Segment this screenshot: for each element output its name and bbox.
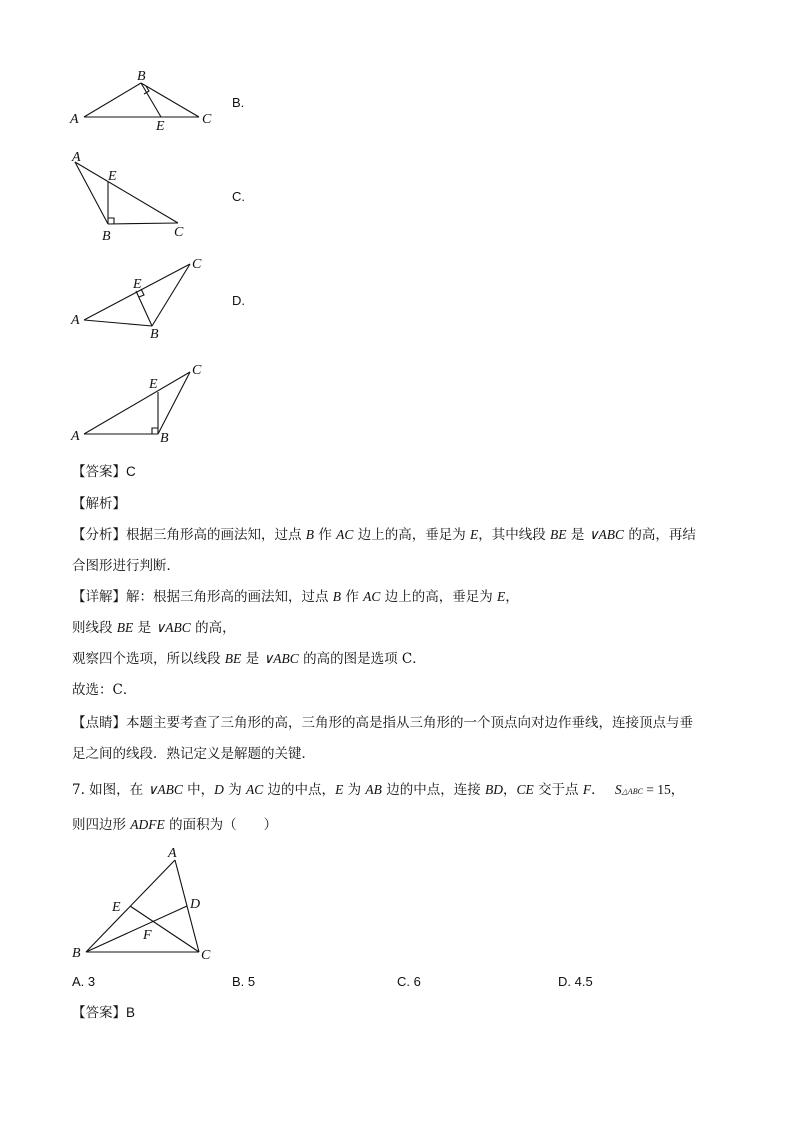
svg-text:D: D [190,897,201,912]
choice-a: A. 3 [72,974,96,989]
math-symbol: CE [516,782,534,797]
math-symbol: BE [116,620,134,635]
math-symbol: D [214,782,224,797]
text: 交于点 [533,782,583,798]
text: 边上的高，垂足为 [380,589,497,605]
figure-option-c [66,148,226,242]
svg-text:A: A [71,313,80,328]
text: ， [670,782,685,798]
choice-c: C. 6 [397,974,421,989]
svg-text:B: B [102,229,111,244]
text: 观察四个选项，所以线段 [72,651,225,667]
q6-analysis-tag: 【解析】 [72,496,126,512]
q6-fenxi-line-2: 合图形进行判断． [72,558,180,574]
text: 边的中点，连接 [381,782,485,798]
text: 的高，再结 [624,527,696,543]
figure-option-b [66,66,226,136]
math-symbol: ADFE [130,817,165,832]
text: 的高的图是选项 C． [298,651,426,667]
math-symbol: ∨ABC [147,782,183,797]
choice-b: B. 5 [232,974,256,989]
svg-text:B: B [160,431,169,446]
math-symbol: B [332,589,342,604]
figure-option-d [66,254,226,344]
text: 是 [566,527,589,543]
text: 7. 如图，在 [72,782,148,798]
math-subscript: △ABC [621,787,643,796]
text: ， [505,589,519,605]
dianjing-tag: 【点睛】 [72,715,126,731]
svg-text:C: C [201,948,211,963]
text: 为 [343,782,366,798]
math-symbol: B [305,527,315,542]
q6-xiangjie-line-4: 故选：C． [72,682,137,698]
text: 作 [314,527,337,543]
math-symbol: E [497,589,506,604]
q6-xiangjie-line-3 [72,649,426,669]
text: 为 [223,782,246,798]
text: 则线段 [72,620,117,636]
q6-xiangjie-line-2 [72,618,236,638]
option-b-label: B. [232,95,245,110]
svg-text:A: A [71,429,80,444]
math-symbol: ∨ABC [155,620,191,635]
q7-stem-line-2 [72,815,277,835]
xiangjie-tag: 【详解】 [72,589,126,605]
svg-text:E: E [156,119,165,134]
q7-stem-line-1 [72,780,684,802]
svg-text:E: E [133,277,142,292]
text: 的面积为（ ） [164,817,278,833]
svg-text:B: B [72,946,81,961]
text: 解：根据三角形高的画法知，过点 [126,589,333,605]
math-symbol: E [470,527,479,542]
math-symbol: AC [336,527,354,542]
text: ． [591,782,605,798]
q6-xiangjie-line-1 [72,587,519,607]
math-symbol: AB [365,782,382,797]
svg-text:A: A [72,150,81,165]
svg-text:E: E [108,169,117,184]
text: 中， [182,782,215,798]
q6-answer-line [72,462,136,482]
answer-value: C [126,464,136,479]
q7-answer-line [72,1003,135,1023]
figure-option-e [66,356,226,448]
answer-tag: 【答案】 [72,1005,126,1021]
svg-text:C: C [192,363,202,378]
svg-text:A: A [168,846,177,861]
svg-text:B: B [137,69,146,84]
area-expression [615,782,671,798]
text: 是 [241,651,264,667]
text: 边上的高，垂足为 [353,527,470,543]
option-c-label: C. [232,189,245,204]
math-symbol: ∨ABC [263,651,299,666]
answer-value: B [126,1005,136,1020]
figure-q7 [66,842,226,964]
svg-text:F: F [143,928,152,943]
math-symbol: BD [485,782,503,797]
q6-dianjing-line-2: 足之间的线段．熟记定义是解题的关键． [72,746,315,762]
math-symbol: AC [363,589,381,604]
svg-text:C: C [174,225,184,240]
math-symbol: E [335,782,344,797]
text: ，其中线段 [478,527,551,543]
text: 边的中点， [263,782,336,798]
svg-text:C: C [202,112,212,127]
math-symbol: BE [224,651,242,666]
text: 本题主要考查了三角形的高，三角形的高是指从三角形的一个顶点向对边作垂线，连接顶点与垂 [126,715,693,731]
q6-dianjing-line-1 [72,713,693,733]
math-symbol: ∨ABC [588,527,625,542]
svg-text:A: A [70,112,79,127]
svg-text:C: C [192,257,202,272]
q6-fenxi-line-1 [72,525,696,545]
math-symbol: AC [246,782,264,797]
answer-tag: 【答案】 [72,464,126,480]
text: 是 [133,620,156,636]
math-symbol: S [614,782,622,797]
text: 的高， [190,620,236,636]
text: ， [503,782,517,798]
fenxi-tag: 【分析】 [72,527,126,543]
math-symbol: BE [550,527,567,542]
text: 则四边形 [72,817,131,833]
math-symbol: F [582,782,592,797]
option-d-label: D. [232,293,245,308]
svg-text:E: E [112,900,121,915]
text: 根据三角形高的画法知，过点 [126,527,306,543]
text: 作 [341,589,364,605]
svg-text:B: B [150,327,159,342]
math-value: = 15 [642,782,671,797]
svg-text:E: E [149,377,158,392]
choice-d: D. 4.5 [558,974,593,989]
